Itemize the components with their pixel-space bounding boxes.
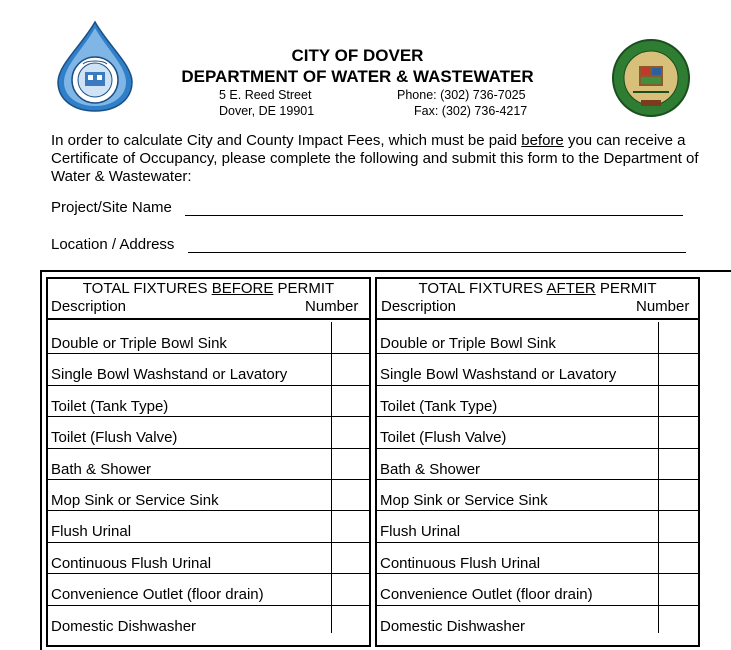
before-row-divider (48, 510, 369, 511)
after-fixture-label: Mop Sink or Service Sink (380, 492, 548, 509)
after-fixture-label: Single Bowl Washstand or Lavatory (380, 366, 617, 384)
after-permit-title (377, 280, 698, 297)
before-row-divider (48, 542, 369, 543)
water-drop-seal-icon (52, 20, 138, 112)
after-fixture-label: Toilet (Tank Type) (380, 397, 498, 415)
before-row-divider (48, 573, 369, 574)
before-fixture-number-input[interactable] (332, 448, 369, 479)
before-row-divider (48, 448, 369, 449)
after-fixture-number-input[interactable] (659, 322, 698, 353)
before-fixture-number-input[interactable] (332, 416, 369, 447)
before-title-b: PERMIT (273, 280, 335, 297)
after-fixture-number-input[interactable] (659, 510, 698, 541)
after-fixture-label: Convenience Outlet (floor drain) (380, 586, 593, 604)
after-description-header: Description (381, 298, 457, 315)
before-fixture-label: Flush Urinal (51, 523, 132, 541)
after-title-emph: AFTER (546, 280, 596, 297)
phone-number: Phone: (302) 736-7025 (397, 88, 526, 102)
after-row-divider (377, 385, 698, 386)
before-fixture-label: Single Bowl Washstand or Lavatory (51, 366, 288, 384)
after-fixture-label: Domestic Dishwasher (380, 617, 526, 635)
after-title-a: TOTAL FIXTURES (418, 280, 547, 297)
after-header-divider (377, 318, 698, 320)
after-fixture-number-input[interactable] (659, 573, 698, 604)
after-row-divider (377, 353, 698, 354)
after-fixture-number-input[interactable] (659, 542, 698, 573)
after-fixture-number-input[interactable] (659, 385, 698, 416)
location-address-field[interactable] (188, 252, 686, 253)
after-fixture-label: Continuous Flush Urinal (380, 554, 541, 572)
before-description-header: Description (51, 298, 127, 315)
street-address: 5 E. Reed Street (219, 88, 312, 102)
after-number-header: Number (636, 298, 690, 315)
instructions-paragraph (51, 132, 701, 186)
after-row-divider (377, 605, 698, 606)
before-fixture-label: Toilet (Flush Valve) (51, 429, 178, 447)
after-fixture-label: Flush Urinal (380, 523, 461, 541)
location-address-label: Location / Address (51, 236, 175, 253)
before-fixture-number-input[interactable] (332, 510, 369, 541)
before-fixture-number-input[interactable] (332, 385, 369, 416)
before-fixture-label: Mop Sink or Service Sink (51, 492, 219, 509)
before-fixture-label: Bath & Shower (51, 460, 152, 478)
before-row-divider (48, 385, 369, 386)
after-row-divider (377, 448, 698, 449)
project-name-field[interactable] (185, 215, 683, 216)
after-fixture-number-input[interactable] (659, 479, 698, 510)
before-fixture-number-input[interactable] (332, 573, 369, 604)
before-title-a: TOTAL FIXTURES (82, 280, 212, 297)
after-row-divider (377, 573, 698, 574)
after-title-b: PERMIT (595, 280, 657, 297)
after-row-divider (377, 510, 698, 511)
before-row-divider (48, 416, 369, 417)
before-fixture-number-input[interactable] (332, 542, 369, 573)
before-fixture-label: Toilet (Tank Type) (51, 397, 169, 415)
after-row-divider (377, 479, 698, 480)
before-permit-title (48, 280, 369, 297)
before-fixture-label: Double or Triple Bowl Sink (51, 335, 227, 352)
before-fixture-number-input[interactable] (332, 479, 369, 510)
after-fixture-label: Double or Triple Bowl Sink (380, 335, 556, 352)
before-fixture-number-input[interactable] (332, 353, 369, 384)
before-row-divider (48, 479, 369, 480)
after-row-divider (377, 542, 698, 543)
intro-text-a: In order to calculate City and County Impact Fees, which must be paid (51, 132, 522, 149)
before-fixture-label: Convenience Outlet (floor drain) (51, 586, 264, 604)
before-number-header: Number (305, 298, 359, 315)
city-title: CITY OF DOVER (291, 46, 424, 65)
after-fixture-number-input[interactable] (659, 353, 698, 384)
department-title: DEPARTMENT OF WATER & WASTEWATER (181, 67, 534, 86)
before-fixture-label: Domestic Dishwasher (51, 617, 197, 635)
after-fixture-number-input[interactable] (659, 448, 698, 479)
intro-emphasis: before (521, 132, 564, 149)
before-fixture-label: Continuous Flush Urinal (51, 554, 212, 572)
intro-text-b: you can receive a Certificate of Occupancy, please complete the following and submit this form to the Department of Water & Wastewater: (51, 132, 699, 185)
before-fixture-number-input[interactable] (332, 322, 369, 353)
after-row-divider (377, 416, 698, 417)
after-fixture-label: Bath & Shower (380, 460, 481, 478)
before-fixture-number-input[interactable] (332, 605, 369, 636)
city-state-zip: Dover, DE 19901 (219, 104, 315, 118)
fax-number: Fax: (302) 736-4217 (414, 104, 528, 118)
after-fixture-number-input[interactable] (659, 605, 698, 636)
before-row-divider (48, 605, 369, 606)
before-title-emph: BEFORE (211, 280, 274, 297)
after-fixture-number-input[interactable] (659, 416, 698, 447)
after-fixture-label: Toilet (Flush Valve) (380, 429, 507, 447)
before-header-divider (48, 318, 369, 320)
project-name-label: Project/Site Name (51, 199, 172, 216)
before-row-divider (48, 353, 369, 354)
